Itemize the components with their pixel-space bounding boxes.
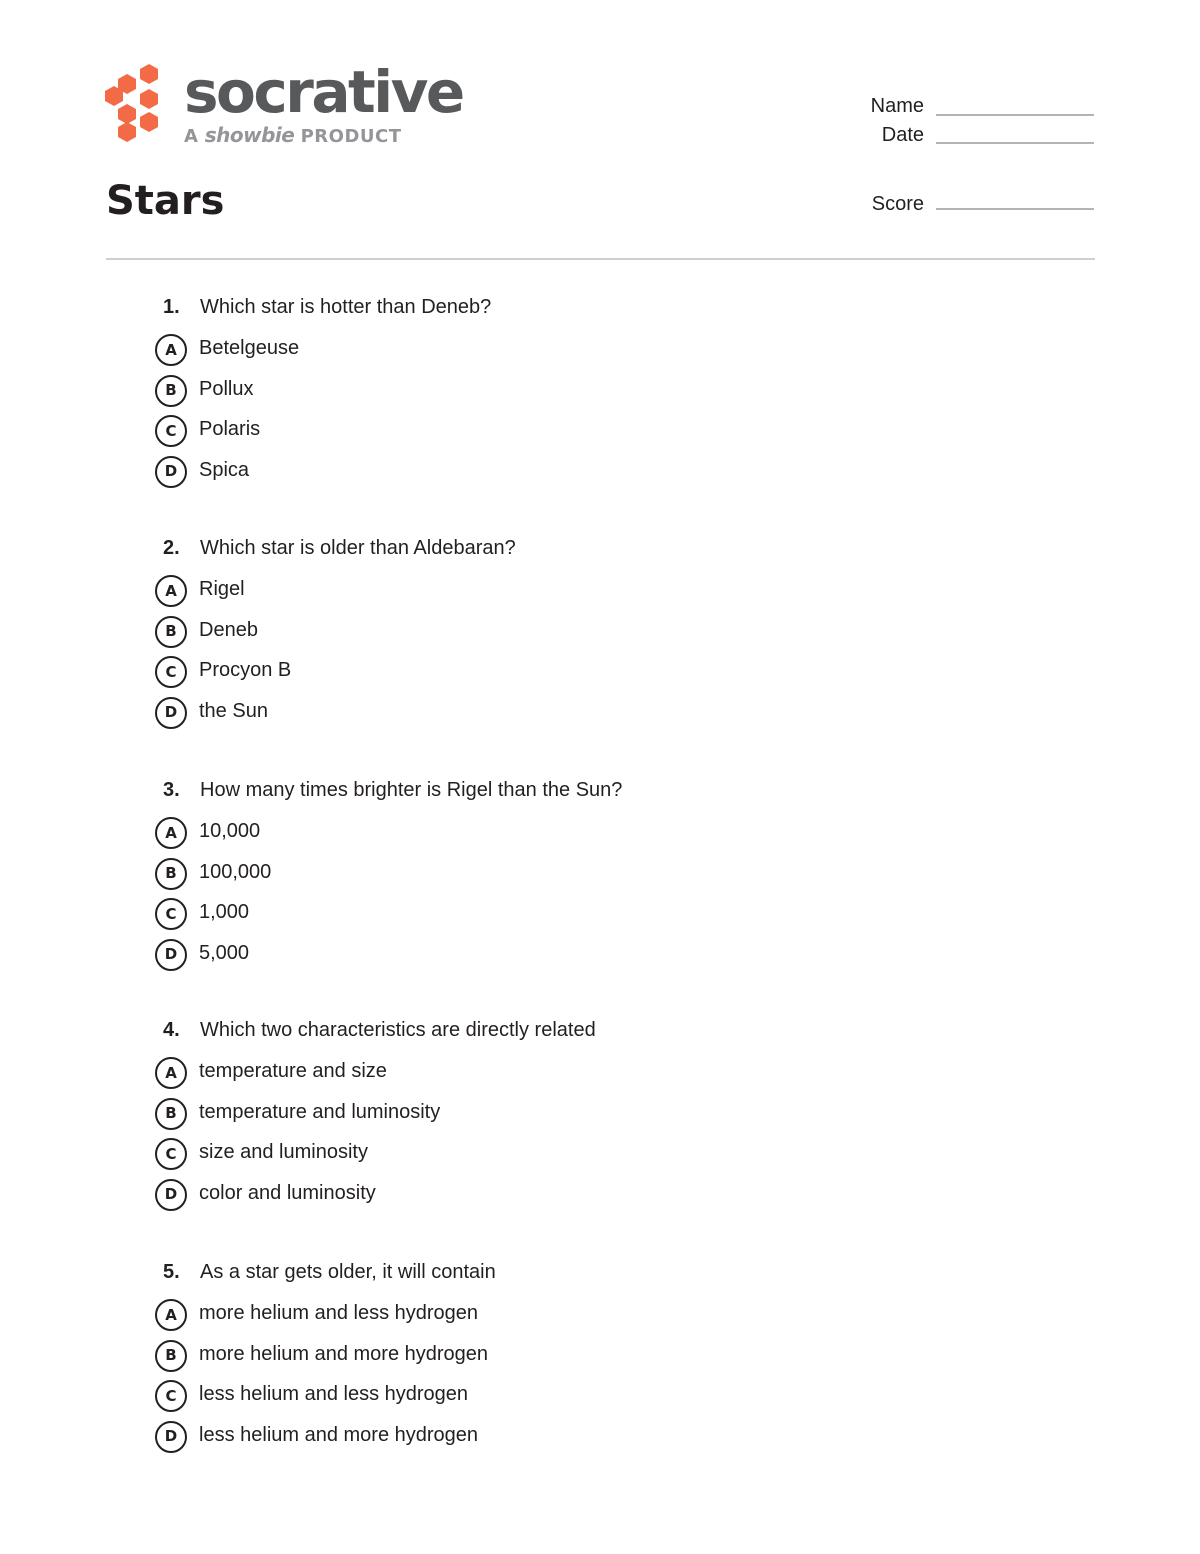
- answer-bubble[interactable]: D: [155, 1421, 187, 1453]
- answer-text: Betelgeuse: [199, 337, 300, 359]
- answer-option[interactable]: [155, 858, 1055, 899]
- answer-text: Rigel: [199, 578, 245, 600]
- answer-bubble[interactable]: D: [155, 939, 187, 971]
- answer-text: more helium and more hydrogen: [199, 1342, 489, 1365]
- socrative-logo: [104, 58, 464, 148]
- answer-bubble[interactable]: A: [155, 1299, 187, 1331]
- answer-bubble[interactable]: C: [155, 1380, 187, 1412]
- question-header: [155, 296, 1055, 334]
- answer-bubble[interactable]: A: [155, 334, 187, 366]
- page-title: Stars: [106, 178, 225, 224]
- question-text: As a star gets older, it will contain: [200, 1261, 496, 1283]
- answer-bubble[interactable]: C: [155, 415, 187, 447]
- answer-option[interactable]: [155, 898, 1055, 939]
- answer-text: 100,000: [199, 860, 272, 883]
- answer-option[interactable]: [155, 456, 1055, 497]
- answer-bubble[interactable]: B: [155, 616, 187, 648]
- answer-text: size and luminosity: [199, 1141, 368, 1163]
- brand-name: socrative: [184, 58, 463, 126]
- question-header: [155, 779, 1055, 817]
- answer-option[interactable]: [155, 939, 1055, 980]
- question-header: [155, 1019, 1055, 1057]
- score-label: Score: [871, 193, 924, 215]
- answer-option[interactable]: [155, 1421, 1055, 1462]
- brand-sub-suffix: PRODUCT: [300, 126, 402, 147]
- answer-option[interactable]: [155, 656, 1055, 697]
- answer-text: less helium and more hydrogen: [199, 1423, 479, 1446]
- score-line[interactable]: [936, 208, 1094, 210]
- answer-option[interactable]: [155, 1138, 1055, 1179]
- answer-option[interactable]: [155, 1340, 1055, 1381]
- divider: [106, 258, 1095, 260]
- answer-option[interactable]: [155, 616, 1055, 657]
- question-text: How many times brighter is Rigel than the Sun?: [200, 779, 623, 801]
- answer-text: temperature and size: [199, 1060, 387, 1082]
- answer-text: Polaris: [199, 418, 261, 440]
- question-header: [155, 537, 1055, 575]
- answer-option[interactable]: [155, 1380, 1055, 1421]
- question-3: [155, 779, 1055, 979]
- question-1: [155, 296, 1055, 496]
- answer-text: more helium and less hydrogen: [199, 1302, 479, 1324]
- answer-bubble[interactable]: D: [155, 456, 187, 488]
- answer-text: 1,000: [199, 901, 250, 923]
- answer-bubble[interactable]: C: [155, 898, 187, 930]
- answer-option[interactable]: [155, 697, 1055, 738]
- date-line[interactable]: [936, 142, 1094, 144]
- question-text: Which star is older than Aldebaran?: [200, 537, 516, 559]
- answer-text: Pollux: [199, 377, 254, 400]
- answer-bubble[interactable]: D: [155, 697, 187, 729]
- answer-option[interactable]: [155, 1098, 1055, 1139]
- question-header: [155, 1261, 1055, 1299]
- answer-bubble[interactable]: C: [155, 656, 187, 688]
- answer-option[interactable]: [155, 575, 1055, 616]
- answer-text: color and luminosity: [199, 1181, 376, 1204]
- question-number: 2.: [163, 537, 180, 559]
- question-text: Which two characteristics are directly related: [200, 1019, 596, 1041]
- answer-bubble[interactable]: B: [155, 375, 187, 407]
- answer-text: Spica: [199, 458, 250, 481]
- answer-text: Procyon B: [199, 659, 292, 681]
- question-number: 3.: [163, 779, 180, 801]
- question-number: 5.: [163, 1261, 180, 1283]
- answer-bubble[interactable]: A: [155, 575, 187, 607]
- date-label: Date: [881, 124, 924, 146]
- answer-bubble[interactable]: B: [155, 1340, 187, 1372]
- answer-bubble[interactable]: B: [155, 858, 187, 890]
- brand-sub-prefix: A: [184, 126, 199, 147]
- name-label: Name: [870, 95, 924, 117]
- question-2: [155, 537, 1055, 737]
- question-text: Which star is hotter than Deneb?: [200, 296, 492, 318]
- brand-subtitle: [184, 123, 402, 147]
- question-number: 1.: [163, 296, 180, 318]
- answer-option[interactable]: [155, 334, 1055, 375]
- answer-text: the Sun: [199, 699, 268, 722]
- answer-text: 5,000: [199, 941, 250, 964]
- answer-bubble[interactable]: B: [155, 1098, 187, 1130]
- socrative-hexagon-icon: [104, 64, 170, 148]
- answer-bubble[interactable]: A: [155, 817, 187, 849]
- question-5: [155, 1261, 1055, 1461]
- answer-text: Deneb: [199, 618, 258, 641]
- question-number: 4.: [163, 1019, 180, 1041]
- answer-option[interactable]: [155, 817, 1055, 858]
- answer-option[interactable]: [155, 1057, 1055, 1098]
- answer-text: less helium and less hydrogen: [199, 1383, 469, 1405]
- answer-bubble[interactable]: A: [155, 1057, 187, 1089]
- question-4: [155, 1019, 1055, 1219]
- answer-option[interactable]: [155, 375, 1055, 416]
- answer-option[interactable]: [155, 415, 1055, 456]
- answer-text: 10,000: [199, 820, 261, 842]
- answer-bubble[interactable]: D: [155, 1179, 187, 1211]
- answer-option[interactable]: [155, 1179, 1055, 1220]
- answer-bubble[interactable]: C: [155, 1138, 187, 1170]
- brand-partner: showbie: [204, 123, 295, 147]
- answer-text: temperature and luminosity: [199, 1100, 441, 1123]
- name-line[interactable]: [936, 114, 1094, 116]
- answer-option[interactable]: [155, 1299, 1055, 1340]
